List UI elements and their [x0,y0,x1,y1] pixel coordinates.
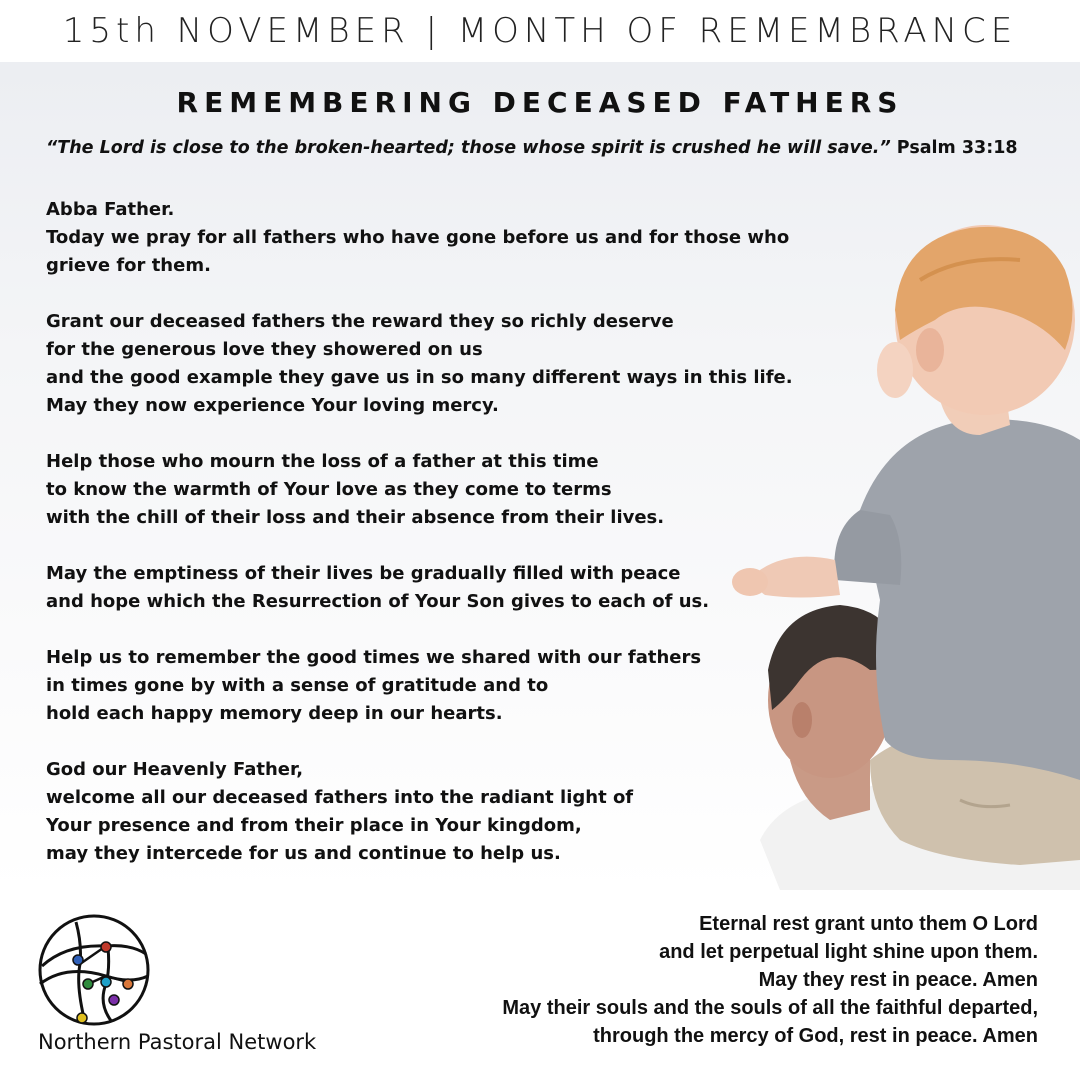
prayer-paragraph [46,448,826,532]
prayer-paragraph [46,644,826,728]
closing-line: Eternal rest grant unto them O Lord [699,913,1038,935]
prayer-text [46,196,826,896]
scripture-text: “The Lord is close to the broken-hearted; those whose spirit is crushed he will save.” [46,138,891,158]
prayer-line: Abba Father. [46,199,175,220]
scripture-reference: Psalm 33:18 [890,138,1018,158]
prayer-line: Today we pray for all fathers who have gone before us and for those who [46,227,790,248]
prayer-line: may they intercede for us and continue to help us. [46,843,561,864]
top-banner [0,0,1080,62]
prayer-line: in times gone by with a sense of gratitude and to [46,675,549,696]
network-globe-icon [36,914,154,1026]
closing-line: and let perpetual light shine upon them. [659,941,1038,963]
prayer-line: Help us to remember the good times we shared with our fathers [46,647,702,668]
top-title: 15th NOVEMBER | MONTH OF REMEMBRANCE [62,11,1018,51]
page-heading: REMEMBERING DECEASED FATHERS [176,86,904,119]
prayer-line: Your presence and from their place in Your kingdom, [46,815,582,836]
prayer-paragraph [46,560,826,616]
prayer-line: with the chill of their loss and their absence from their lives. [46,507,665,528]
closing-line: May they rest in peace. Amen [758,969,1038,991]
prayer-paragraph [46,196,826,280]
prayer-line: to know the warmth of Your love as they come to terms [46,479,612,500]
prayer-line: May the emptiness of their lives be gradually filled with peace [46,563,681,584]
prayer-line: for the generous love they showered on us [46,339,483,360]
scripture-quote [46,138,1056,158]
closing-prayer [398,910,1038,1050]
prayer-line: God our Heavenly Father, [46,759,304,780]
closing-line: through the mercy of God, rest in peace. Amen [593,1025,1038,1047]
organization-name: Northern Pastoral Network [38,1030,317,1054]
prayer-paragraph [46,308,826,420]
prayer-line: and the good example they gave us in so many different ways in this life. [46,367,793,388]
prayer-line: welcome all our deceased fathers into the radiant light of [46,787,634,808]
prayer-line: May they now experience Your loving mercy. [46,395,499,416]
prayer-line: Grant our deceased fathers the reward they so richly deserve [46,311,674,332]
closing-line: May their souls and the souls of all the faithful departed, [502,997,1038,1019]
prayer-paragraph [46,756,826,868]
prayer-line: Help those who mourn the loss of a father at this time [46,451,599,472]
prayer-line: grieve for them. [46,255,211,276]
prayer-line: and hope which the Resurrection of Your Son gives to each of us. [46,591,710,612]
prayer-line: hold each happy memory deep in our hearts. [46,703,503,724]
